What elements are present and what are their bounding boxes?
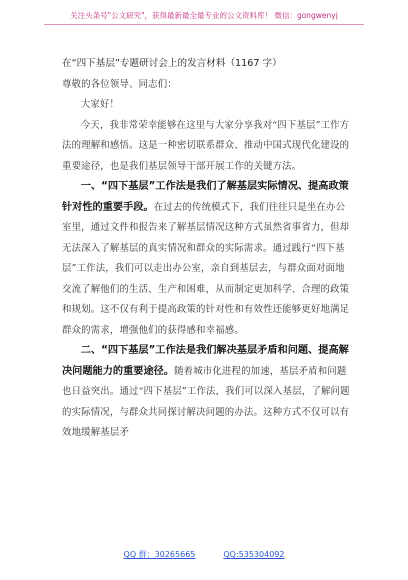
footer-qq[interactable]: QQ:535304092	[223, 550, 285, 559]
section-2-paragraph	[62, 341, 352, 444]
section-2-body: 随着城市化进程的加速，基层矛盾和问题也日益突出。通过“四下基层”工作法，我们可以深入基层，了解问题的实际情况，与群众共同探讨解决问题的办法。这种方式不仅可以有效地缓解基层矛	[62, 365, 350, 438]
section-1-heading: 一、“四下基层”工作法是我们了解基层实际情况、提高政策针对性的重要手段。	[62, 181, 349, 213]
document-title: 在“四下基层”专题研讨会上的发言材料（1167 字）	[62, 58, 282, 69]
document-body	[62, 54, 352, 444]
section-1-body: 在过去的传统模式下，我们往往只是坐在办公室里，通过文件和报告来了解基层情况这种方式虽然省事省力，但却无法深入了解基层的真实情况和群众的实际需求。通过践行“四下基层”工作法，我们可以走出办公室，亲自到基层去，与群众面对面地交流了解他们的生活、生产和困难，从而制定更加科学、合理的政策和规划。这不仅有利于提高政策的针对性和有效性还能够更好地满足群众的需求，增强他们的获得感和幸福感。	[62, 201, 350, 336]
header-promo-text: 关注头条号"公文研究"，获得最新最全最专业的公文资料库！ 微信：gongwenyj	[70, 11, 338, 20]
section-2-heading: 二、“四下基层”工作法是我们解决基层矛盾和问题、提高解决问题能力的重要途径。	[62, 345, 349, 377]
footer-contact	[0, 549, 408, 560]
greeting: 大家好！	[80, 99, 120, 110]
header-divider	[44, 24, 364, 25]
section-1-paragraph	[62, 177, 352, 341]
footer-qq-group[interactable]: QQ 群：30265665	[123, 550, 196, 559]
salutation: 尊敬的各位领导、同志们：	[62, 78, 177, 90]
intro-paragraph: 今天，我非常荣幸能够在这里与大家分享我对“四下基层”工作方法的理解和感悟。这是一种密切联系群众、推动中国式现代化建设的重要途径，也是我们基层领导干部开展工作的关键方法。	[62, 119, 350, 172]
